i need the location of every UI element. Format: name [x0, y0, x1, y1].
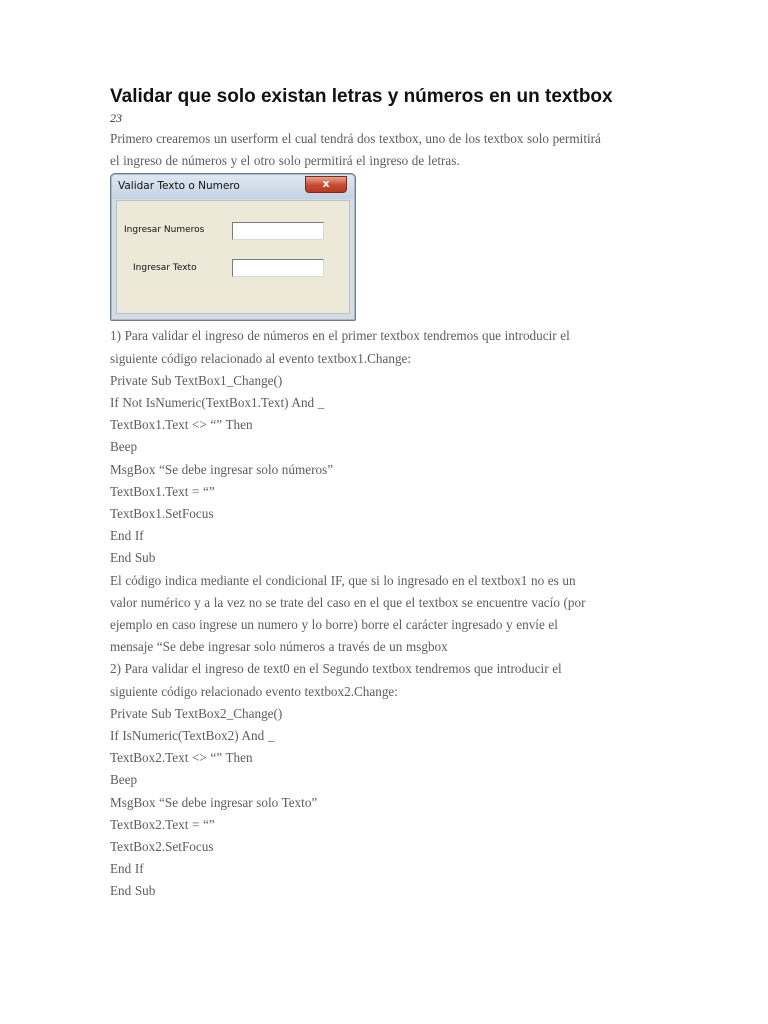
intro-paragraph	[110, 128, 670, 172]
section1-line: El código indica mediante el condicional IF, que si lo ingresado en el textbox1 no es un	[110, 572, 576, 588]
section1-line: valor numérico y a la vez no se trate del caso en el que el textbox se encuentre vacío (por	[110, 594, 586, 610]
label-ingresar-numeros: Ingresar Numeros	[124, 225, 205, 236]
section1-line: MsgBox “Se debe ingresar solo números”	[110, 461, 334, 477]
section2-line: siguiente código relacionado evento textbox2.Change:	[110, 683, 398, 699]
section2-line: MsgBox “Se debe ingresar solo Texto”	[110, 794, 318, 810]
section1-line: TextBox1.Text = “”	[110, 483, 215, 499]
section-2	[110, 658, 670, 902]
section2-line: 2) Para validar el ingreso de text0 en el Segundo textbox tendremos que introducir el	[110, 661, 562, 677]
section2-line: Beep	[110, 772, 138, 788]
section1-line: mensaje “Se debe ingresar solo números a través de un msgbox	[110, 639, 448, 655]
article-title: Validar que solo existan letras y números en un textbox	[110, 86, 613, 107]
section1-line: TextBox1.SetFocus	[110, 506, 214, 522]
section1-line: End Sub	[110, 550, 156, 566]
section2-line: End Sub	[110, 883, 156, 899]
section1-line: Private Sub TextBox1_Change()	[110, 372, 283, 388]
userform-screenshot	[110, 173, 356, 321]
dialog-titlebar	[112, 175, 354, 199]
section1-line: If Not IsNumeric(TextBox1.Text) And _	[110, 395, 325, 411]
label-ingresar-texto: Ingresar Texto	[133, 263, 197, 274]
dialog-title: Validar Texto o Numero	[118, 180, 240, 193]
document-page	[110, 84, 670, 903]
section1-line: Beep	[110, 439, 138, 455]
section2-line: TextBox2.SetFocus	[110, 839, 214, 855]
article-number: 23	[110, 111, 122, 125]
section-1	[110, 325, 670, 658]
intro-line: Primero crearemos un userform el cual tendrá dos textbox, uno de los textbox solo permitirá	[110, 131, 601, 146]
textbox-texto	[232, 259, 324, 277]
dialog-client-area	[116, 200, 350, 314]
section2-line: TextBox2.Text <> “” Then	[110, 750, 253, 766]
section1-line: ejemplo en caso ingrese un numero y lo borre) borre el carácter ingresado y envíe el	[110, 617, 558, 633]
section2-line: If IsNumeric(TextBox2) And _	[110, 728, 275, 744]
textbox-numeros	[232, 222, 324, 240]
section2-line: TextBox2.Text = “”	[110, 816, 215, 832]
section1-line: 1) Para validar el ingreso de números en el primer textbox tendremos que introducir el	[110, 328, 570, 344]
section1-line: siguiente código relacionado al evento textbox1.Change:	[110, 350, 412, 366]
section1-line: End If	[110, 528, 144, 544]
close-icon: x	[305, 176, 347, 193]
intro-line: el ingreso de números y el otro solo permitirá el ingreso de letras.	[110, 153, 460, 169]
section2-line: End If	[110, 861, 144, 877]
section2-line: Private Sub TextBox2_Change()	[110, 705, 283, 721]
section1-line: TextBox1.Text <> “” Then	[110, 417, 253, 433]
